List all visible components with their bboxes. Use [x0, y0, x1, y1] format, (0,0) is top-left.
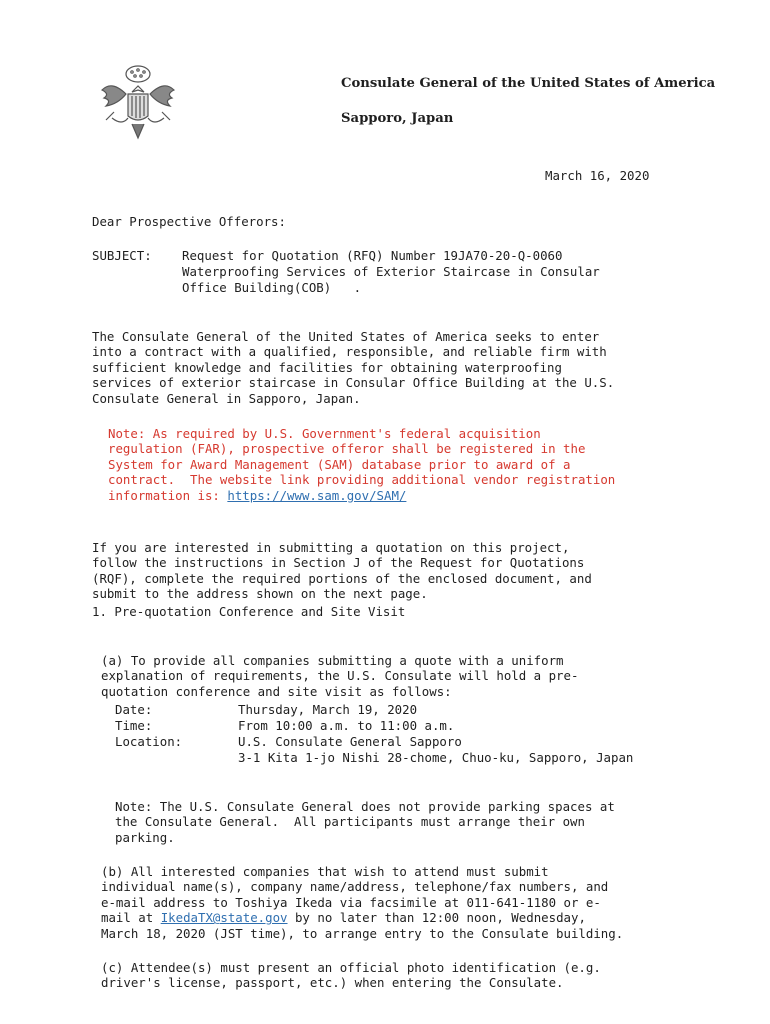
- email-link[interactable]: IkedaTX@state.gov: [160, 910, 288, 926]
- intro-line: services of exterior staircase in Consular Office Building at the U.S.: [92, 375, 615, 391]
- instructions-line: (RQF), complete the required portions of the enclosed document, and: [92, 570, 592, 586]
- parking-line: parking.: [115, 829, 175, 845]
- sam-gov-link[interactable]: https://www.sam.gov/SAM/: [227, 487, 407, 503]
- note-line: Note: As required by U.S. Government's federal acquisition: [108, 425, 541, 441]
- letterhead-org: Consulate General of the United States of America: [341, 76, 716, 91]
- para-b-line: e-mail address to Toshiya Ikeda via facsimile at 011-641-1180 or e-: [101, 894, 601, 910]
- intro-line: The Consulate General of the United States of America seeks to enter: [92, 328, 600, 344]
- para-c-line: (c) Attendee(s) must present an official photo identification (e.g.: [101, 959, 601, 975]
- subject-label: SUBJECT:: [92, 248, 152, 263]
- us-eagle-seal-icon: [92, 60, 184, 146]
- subject-line-2: Waterproofing Services of Exterior Staircase in Consular: [182, 264, 600, 279]
- para-a-line: explanation of requirements, the U.S. Consulate will hold a pre-: [101, 668, 579, 684]
- note-line: System for Award Management (SAM) database prior to award of a: [108, 456, 571, 472]
- letterhead-location: Sapporo, Japan: [341, 111, 454, 126]
- subject-line-1: Request for Quotation (RFQ) Number 19JA70-20-Q-0060: [182, 248, 563, 263]
- section-1-title: 1. Pre-quotation Conference and Site Visit: [92, 604, 406, 619]
- letter-date: March 16, 2020: [545, 168, 650, 183]
- time-value: From 10:00 a.m. to 11:00 a.m.: [238, 718, 455, 733]
- para-c-line: driver's license, passport, etc.) when entering the Consulate.: [101, 975, 564, 991]
- note-line: regulation (FAR), prospective offeror shall be registered in the: [108, 441, 586, 457]
- sam-registration-note: [108, 410, 615, 519]
- intro-line: sufficient knowledge and facilities for obtaining waterproofing: [92, 359, 562, 375]
- note-line-last: [108, 488, 615, 504]
- email-prefix: mail at: [101, 910, 161, 926]
- location-value-1: U.S. Consulate General Sapporo: [238, 734, 462, 749]
- para-b-line: (b) All interested companies that wish to attend must submit: [101, 863, 549, 879]
- intro-line: Consulate General in Sapporo, Japan.: [92, 390, 361, 406]
- location-label: Location:: [115, 734, 183, 749]
- subject-line-3: Office Building(COB) .: [182, 280, 362, 295]
- para-b-line-email: [101, 910, 623, 926]
- salutation: Dear Prospective Offerors:: [92, 214, 286, 229]
- instructions-line: If you are interested in submitting a quotation on this project,: [92, 539, 570, 555]
- intro-paragraph: [92, 313, 614, 422]
- instructions-line: follow the instructions in Section J of the Request for Quotations: [92, 555, 585, 571]
- time-label: Time:: [115, 718, 153, 733]
- date-value: Thursday, March 19, 2020: [238, 702, 418, 717]
- para-c: [101, 944, 601, 1006]
- note-link-prefix: information is:: [108, 487, 228, 503]
- date-label: Date:: [115, 702, 153, 717]
- para-a-line: quotation conference and site visit as follows:: [101, 683, 452, 699]
- parking-line: the Consulate General. All participants must arrange their own: [115, 814, 585, 830]
- intro-line: into a contract with a qualified, responsible, and reliable firm with: [92, 344, 607, 360]
- parking-line: Note: The U.S. Consulate General does not provide parking spaces at: [115, 798, 615, 814]
- email-suffix: by no later than 12:00 noon, Wednesday,: [287, 910, 586, 926]
- note-line: contract. The website link providing additional vendor registration: [108, 472, 616, 488]
- location-value-2: 3-1 Kita 1-jo Nishi 28-chome, Chuo-ku, Sapporo, Japan: [238, 750, 634, 765]
- para-b-line: March 18, 2020 (JST time), to arrange entry to the Consulate building.: [101, 925, 624, 941]
- para-b-line: individual name(s), company name/address, telephone/fax numbers, and: [101, 879, 609, 895]
- para-a-line: (a) To provide all companies submitting a quote with a uniform: [101, 652, 564, 668]
- instructions-line: submit to the address shown on the next page.: [92, 586, 428, 602]
- para-b: [101, 848, 623, 957]
